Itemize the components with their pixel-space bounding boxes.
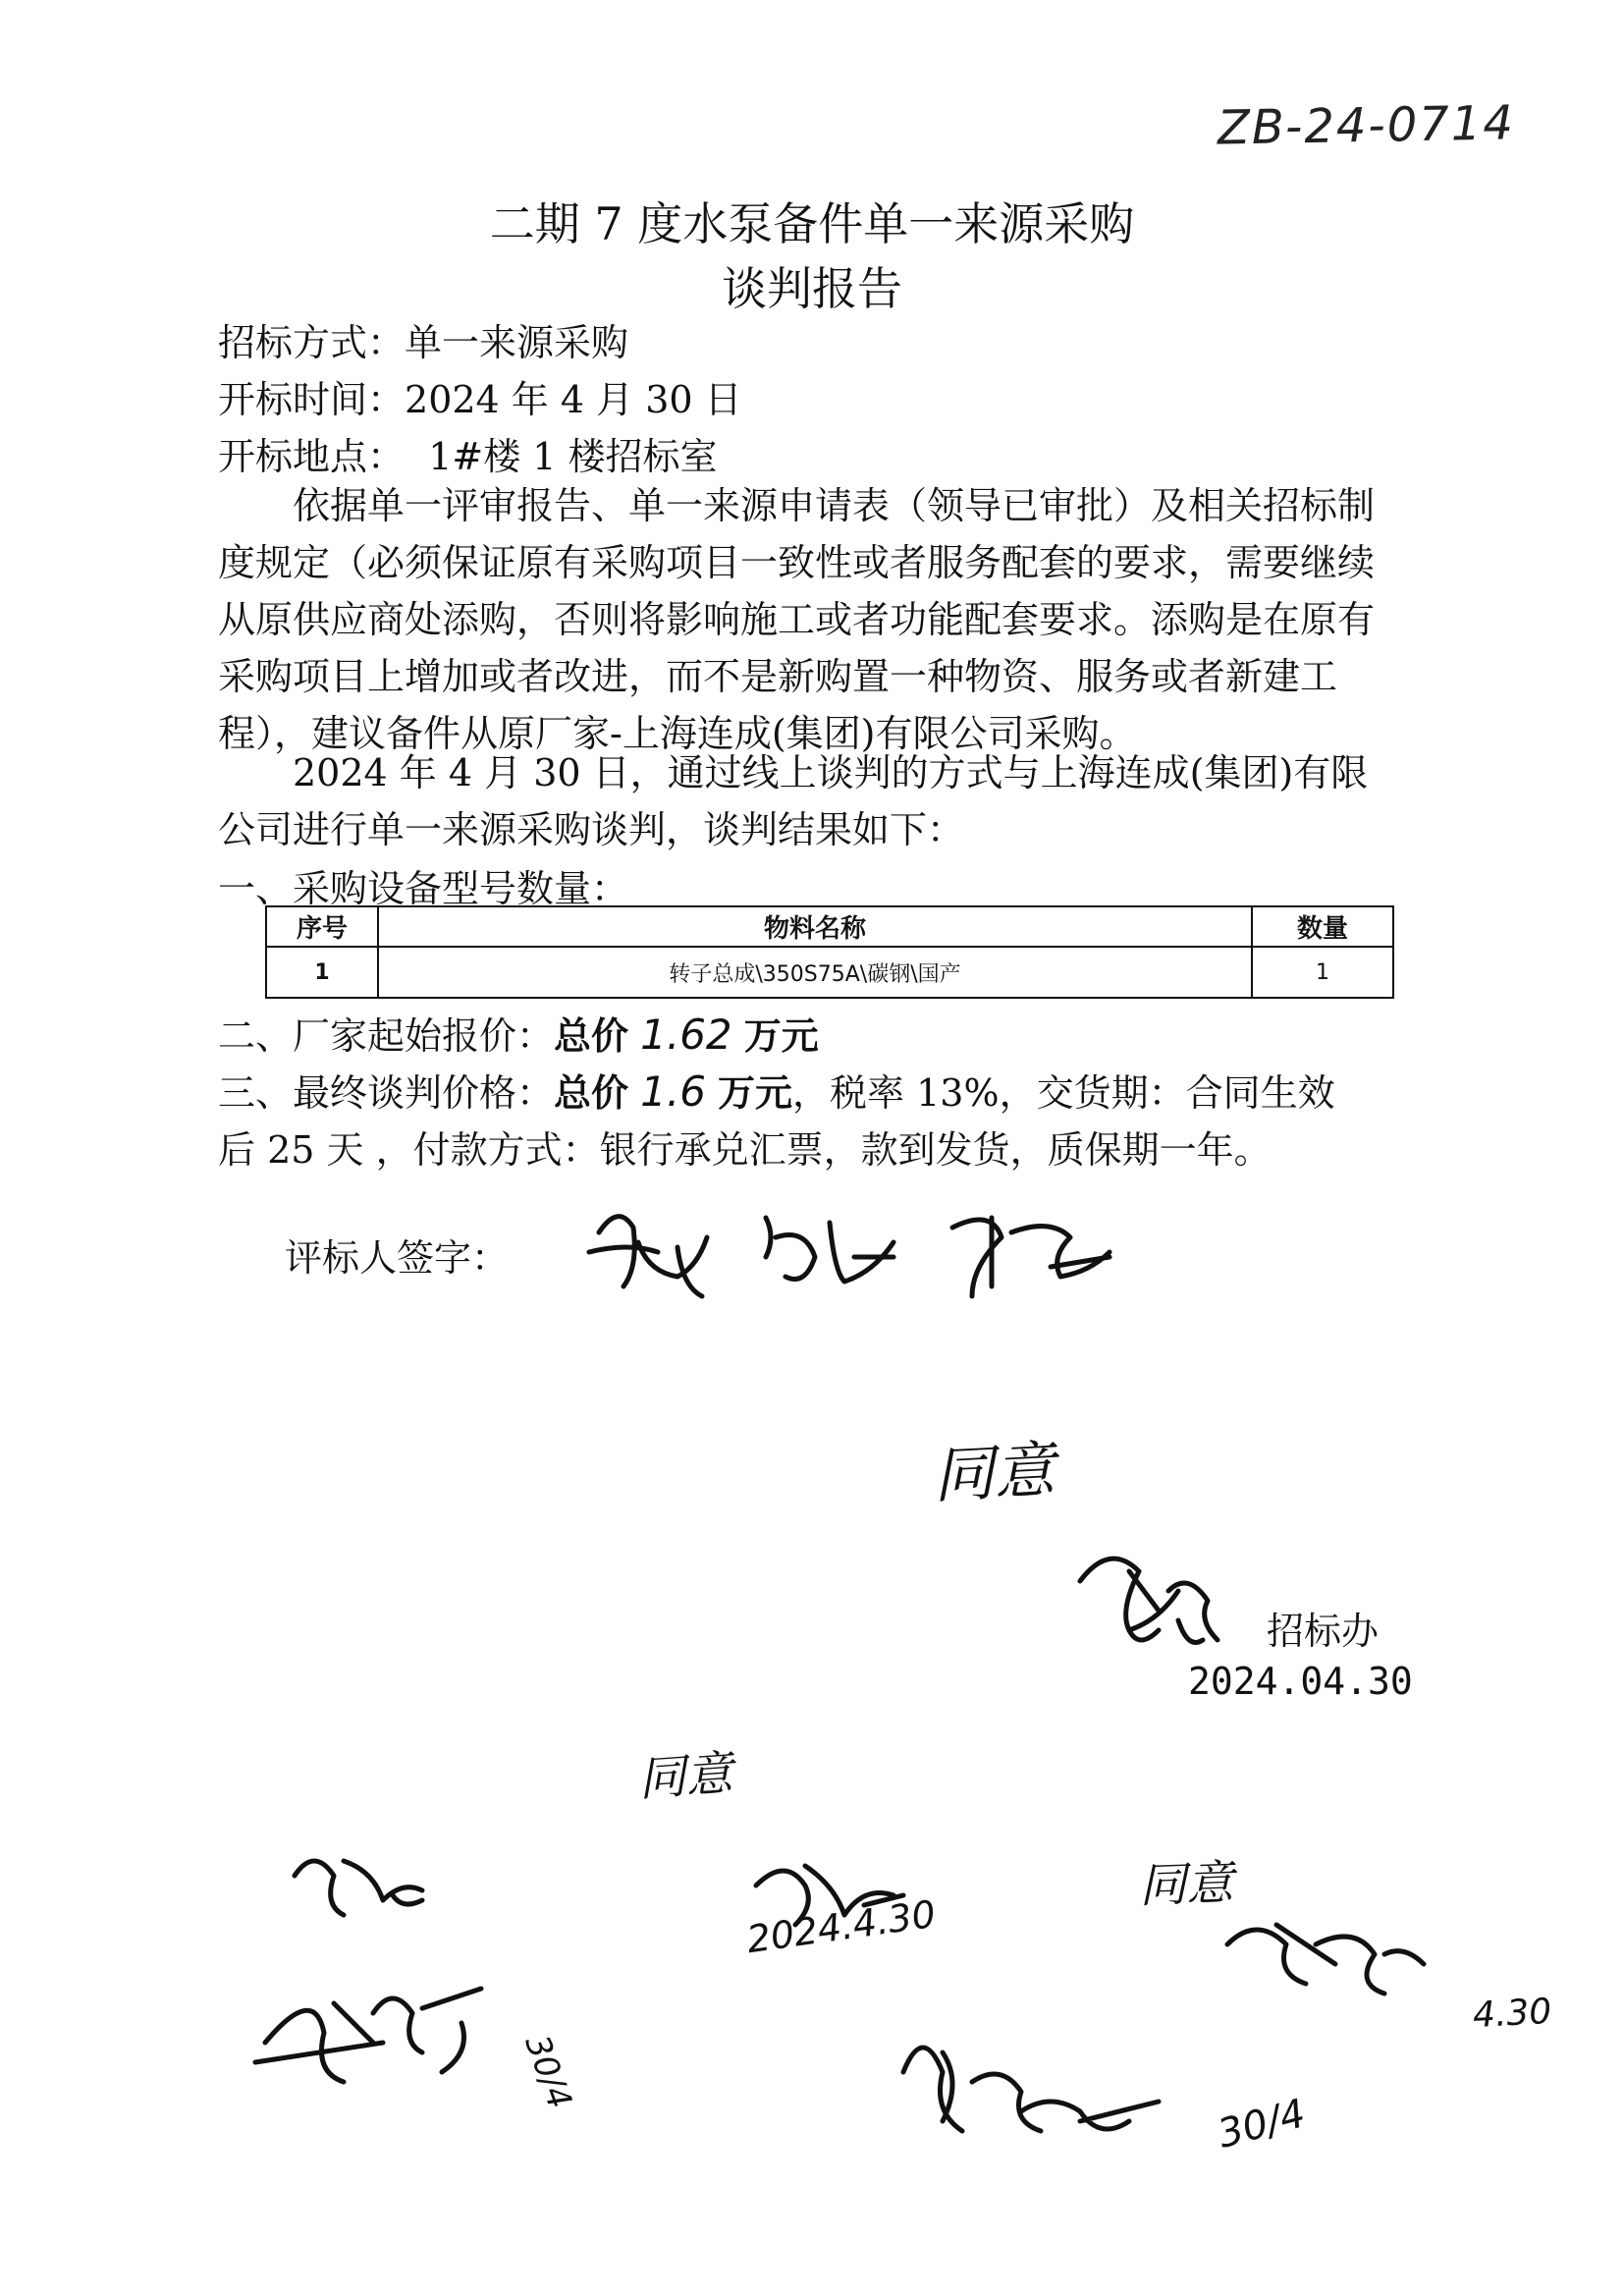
note-date-1: 2024.4.30 (743, 1891, 939, 1962)
section3-price-prefix: 总价 (554, 1070, 629, 1115)
approval-date: 2024.04.30 (1188, 1660, 1413, 1703)
section3-terms-1: ，税率 13%，交货期：合同生效 (792, 1071, 1335, 1115)
section2-price-unit: 万元 (743, 1013, 819, 1058)
section2-line (218, 1006, 819, 1060)
bid-time-label: 开标时间： (218, 378, 406, 421)
bid-method-line (218, 312, 628, 366)
table-header-row (266, 906, 1393, 947)
lower-signatures (255, 1861, 1424, 2131)
page-subtitle: 谈判报告 (722, 262, 902, 315)
approver-signatures (1080, 1558, 1218, 1642)
page-title: 二期 7 度水泵备件单一来源采购 (489, 197, 1135, 250)
section3-price-handwritten: 1.6 (640, 1067, 706, 1116)
section1-heading: 一、采购设备型号数量： (218, 867, 629, 910)
section3-label: 三、最终谈判价格： (218, 1071, 555, 1115)
cell-quantity: 1 (1252, 947, 1393, 998)
section2-label: 二、厂家起始报价： (218, 1014, 555, 1058)
evaluator-signatures (589, 1217, 1110, 1296)
bid-time-line (218, 369, 742, 423)
note-agree-1: 同意 (636, 1745, 735, 1808)
header-quantity: 数量 (1252, 906, 1393, 947)
bid-place-label: 开标地点： (218, 435, 406, 478)
note-date-4: 30/4 (1213, 2091, 1311, 2158)
table-row (266, 947, 1393, 998)
negotiation-paragraph: 2024 年 4 月 30 日，通过线上谈判的方式与上海连成(集团)有限公司进行单一来源采购谈判，谈判结果如下： (218, 751, 1369, 851)
header-index: 序号 (266, 906, 378, 947)
section2-price-handwritten: 1.62 (640, 1011, 732, 1059)
cell-material-name: 转子总成\350S75A\碳钢\国产 (378, 947, 1252, 998)
bid-method-value: 单一来源采购 (405, 321, 629, 364)
document-number: ZB-24-0714 (1217, 95, 1516, 156)
section3-line (218, 1063, 1335, 1117)
section3-terms-2: 后 25 天 ，付款方式：银行承兑汇票，款到发货，质保期一年。 (218, 1128, 1272, 1172)
note-date-3: 30/4 (516, 2030, 580, 2114)
bid-time-value: 2024 年 4 月 30 日 (405, 378, 742, 421)
header-material-name: 物料名称 (378, 906, 1252, 947)
evaluator-label: 评标人签字： (285, 1236, 510, 1280)
cell-index: 1 (266, 947, 378, 998)
bid-place-line (218, 426, 718, 480)
section3-price-unit: 万元 (718, 1070, 793, 1115)
note-date-2: 4.30 (1471, 1991, 1553, 2037)
note-agree-2: 同意 (1138, 1855, 1235, 1914)
bid-place-value: 1#楼 1 楼招标室 (428, 435, 718, 478)
note-agree-3: 同意 (931, 1433, 1057, 1512)
justification-paragraph: 依据单一评审报告、单一来源申请表（领导已审批）及相关招标制度规定（必须保证原有采购项目一致性或者服务配套的要求，需要继续从原供应商处添购，否则将影响施工或者功能配套要求。添购是在原有采购项目上增加或者改进，而不是新购置一种物资、服务或者新建工程），建议备件从原厂家-上海连成(集团)有限公司采购。 (218, 484, 1376, 755)
section2-price-prefix: 总价 (554, 1013, 629, 1058)
bid-method-label: 招标方式： (218, 321, 406, 364)
materials-table (265, 905, 1394, 999)
approval-office: 招标办 (1267, 1610, 1380, 1653)
